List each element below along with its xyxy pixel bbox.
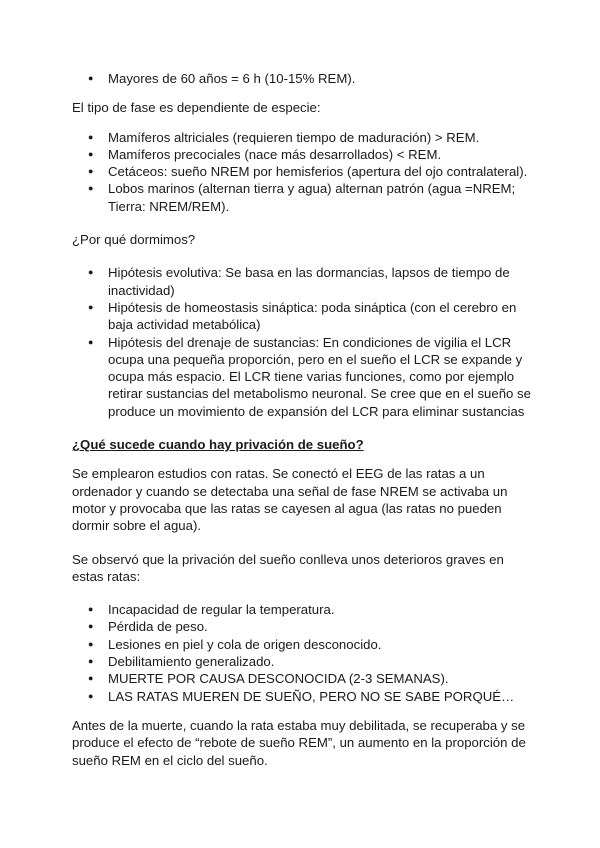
section-heading: ¿Qué sucede cuando hay privación de sueño? [72,437,364,453]
list-item: ● Incapacidad de regular la temperatura. [72,601,532,618]
list-item: ● Mamíferos precociales (nace más desarrollados) < REM. [72,146,532,163]
list-item: ● Hipótesis del drenaje de sustancias: En condiciones de vigilia el LCR ocupa una pequeña proporción, pero en el sueño el LCR se expande y ocupa más espacio. El LCR tiene varias funciones, como por ejemplo retirar sustancias del metabolismo neuronal. Se cree que en el sueño se produce un movimiento de expansión del LCR para eliminar sustancias [72,334,532,420]
list-item: ● Debilitamiento generalizado. [72,653,532,670]
list-item: ● Cetáceos: sueño NREM por hemisferios (apertura del ojo contralateral). [72,163,532,180]
species-list [72,129,532,215]
list-item: ● Hipótesis evolutiva: Se basa en las dormancias, lapsos de tiempo de inactividad) [72,264,532,299]
list-item: ● Hipótesis de homeostasis sináptica: poda sináptica (con el cerebro en baja actividad metabólica) [72,299,532,334]
rats-study-paragraph: Se emplearon estudios con ratas. Se conectó el EEG de las ratas a un ordenador y cuando se detectaba una señal de fase NREM se activaba un motor y provocaba que las ratas se cayesen al agua (las ratas no pueden dormir sobre el agua). [72,466,508,534]
why-sleep-paragraph: ¿Por qué dormimos? [72,232,196,248]
rebound-paragraph: Antes de la muerte, cuando la rata estaba muy debilitada, se recuperaba y se produce el efecto de “rebote de sueño REM”, un aumento en la proporción de sueño REM en el ciclo del sueño. [72,717,526,768]
list-item: ● Mayores de 60 años = 6 h (10-15% REM). [72,70,532,87]
list-item: ● MUERTE POR CAUSA DESCONOCIDA (2-3 SEMANAS). [72,670,532,687]
species-intro-paragraph: El tipo de fase es dependiente de especie: [72,100,321,116]
observed-paragraph: Se observó que la privación del sueño conlleva unos deterioros graves en estas ratas: [72,551,504,584]
document-page [72,70,532,769]
list-item: ● Mamíferos altriciales (requieren tiempo de maduración) > REM. [72,129,532,146]
age-list [72,70,532,87]
hypotheses-list [72,264,532,420]
list-item: ● Pérdida de peso. [72,618,532,635]
list-item: ● LAS RATAS MUEREN DE SUEÑO, PERO NO SE SABE PORQUÉ… [72,688,532,705]
list-item: ● Lobos marinos (alternan tierra y agua) alternan patrón (agua =NREM; Tierra: NREM/REM). [72,180,532,215]
effects-list [72,601,532,705]
list-item: ● Lesiones en piel y cola de origen desconocido. [72,636,532,653]
